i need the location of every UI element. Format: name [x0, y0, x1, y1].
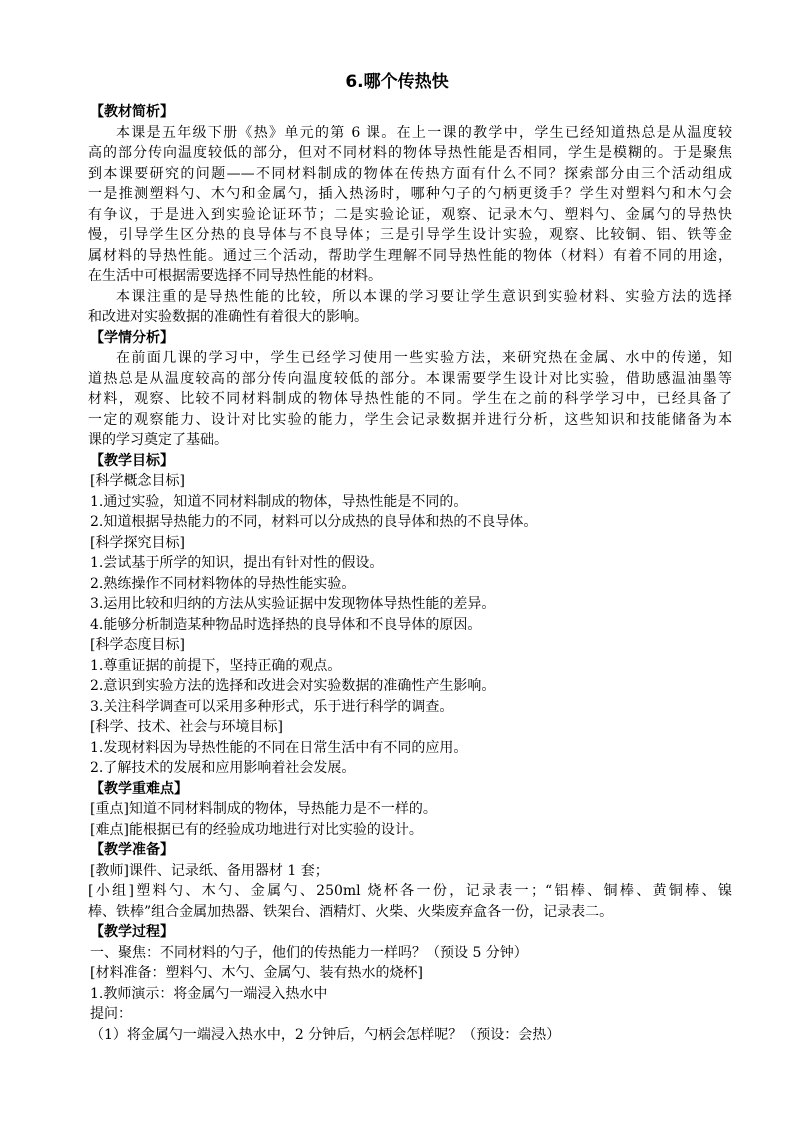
text-line: 提问：: [90, 1006, 132, 1022]
text-line: 4.能够分析制造某种物品时选择热的良导体和不良导体的原因。: [90, 616, 482, 633]
text-line: 道热总是从温度较高的部分传向温度较低的部分。本课需要学生设计对比实验，借助感温油墨等: [88, 370, 732, 387]
text-line: 3.运用比较和归纳的方法从实验证据中发现物体导热性能的差异。: [90, 596, 496, 612]
section-heading: 【学情分析】: [90, 329, 174, 346]
text-line: 一定的观察能力、设计对比实验的能力，学生会记录数据并进行分析，这些知识和技能储备为本: [88, 411, 732, 428]
text-line: [科学态度目标]: [90, 637, 185, 653]
section-heading: 【教学准备】: [90, 842, 174, 858]
text-line: [科学探究目标]: [90, 534, 185, 551]
text-line: 2.意识到实验方法的选择和改进会对实验数据的准确性产生影响。: [90, 678, 496, 694]
text-line: [教师]课件、记录纸、备用器材 1 套；: [90, 862, 329, 879]
text-line: 有争议，于是进入到实验论证环节；二是实验论证，观察、记录木勺、塑料勺、金属勺的导热快: [88, 206, 732, 223]
text-line: 课的学习奠定了基础。: [88, 432, 228, 448]
text-line: [科学、技术、社会与环境目标]: [90, 719, 283, 735]
text-line: [重点]知道不同材料制成的物体，导热能力是不一样的。: [90, 801, 437, 817]
text-line: 1.教师演示：将金属勺一端浸入热水中: [90, 985, 328, 1002]
text-line: （1）将金属勺一端浸入热水中，2 分钟后，勺柄会怎样呢？（预设：会热）: [90, 1026, 561, 1043]
text-line: 2.了解技术的发展和应用影响着社会发展。: [90, 760, 356, 776]
text-line: 2.熟练操作不同材料物体的导热性能实验。: [90, 575, 356, 592]
text-line: 到本课要研究的问题——不同材料制成的物体在传热方面有什么不同？探索部分由三个活动组成: [88, 165, 732, 182]
section-heading: 【教学过程】: [90, 924, 174, 940]
section-heading: 【教学目标】: [90, 452, 174, 469]
text-line: 1.尊重证据的前提下，坚持正确的观点。: [90, 657, 342, 674]
text-line: [难点]能根据已有的经验成功地进行对比实验的设计。: [90, 821, 423, 838]
text-line: 属材料的导热性能。通过三个活动，帮助学生理解不同导热性能的物体（材料）有着不同的用途，: [88, 247, 732, 264]
text-line: 1.通过实验，知道不同材料制成的物体，导热性能是不同的。: [90, 493, 468, 510]
text-line: 本课是五年级下册《热》单元的第 6 课。在上一课的教学中，学生已经知道热总是从温度较: [116, 124, 732, 141]
text-line: [小组]塑料勺、木勺、金属勺、250ml 烧杯各一份，记录表一；“铝棒、铜棒、黄铜棒、镍: [88, 883, 732, 899]
text-line: 在前面几课的学习中，学生已经学习使用一些实验方法，来研究热在金属、水中的传递，知: [116, 350, 732, 366]
text-line: 一是推测塑料勺、木勺和金属勺，插入热汤时，哪种勺子的勺柄更烫手？学生对塑料勺和木勺会: [88, 186, 732, 202]
text-line: 材料，观察、比较不同材料制成的物体导热性能的不同。学生在之前的科学学习中，已经具备了: [88, 391, 732, 407]
text-line: [科学概念目标]: [90, 473, 185, 489]
text-line: [材料准备：塑料勺、木勺、金属勺、装有热水的烧杯]: [90, 965, 423, 981]
text-line: 3.关注科学调查可以采用多种形式，乐于进行科学的调查。: [90, 698, 454, 715]
document-body: [88, 102, 732, 1045]
text-line: 高的部分传向温度较低的部分，但对不同材料的物体导热性能是否相同，学生是模糊的。于是聚焦: [88, 145, 732, 161]
text-line: 在生活中可根据需要选择不同导热性能的材料。: [88, 268, 382, 284]
text-line: 2.知道根据导热能力的不同，材料可以分成热的良导体和热的不良导体。: [90, 514, 538, 530]
text-line: 1.发现材料因为导热性能的不同在日常生活中有不同的应用。: [90, 739, 468, 756]
page-title: 6.哪个传热快: [345, 72, 449, 92]
text-line: 和改进对实验数据的准确性有着很大的影响。: [88, 309, 368, 325]
text-line: 慢，引导学生区分热的良导体与不良导体；三是引导学生设计实验，观察、比较铜、铝、铁等金: [88, 227, 732, 243]
text-line: 本课注重的是导热性能的比较，所以本课的学习要让学生意识到实验材料、实验方法的选择: [116, 288, 732, 305]
section-heading: 【教学重难点】: [90, 780, 188, 797]
text-line: 1.尝试基于所学的知识，提出有针对性的假设。: [90, 555, 384, 571]
section-heading: 【教材简析】: [90, 104, 174, 120]
text-line: 棒、铁棒”组合金属加热器、铁架台、酒精灯、火柴、火柴废弃盒各一份，记录表二。: [88, 903, 614, 920]
text-line: 一、聚焦：不同材料的勺子，他们的传热能力一样吗？（预设 5 分钟）: [90, 944, 528, 961]
